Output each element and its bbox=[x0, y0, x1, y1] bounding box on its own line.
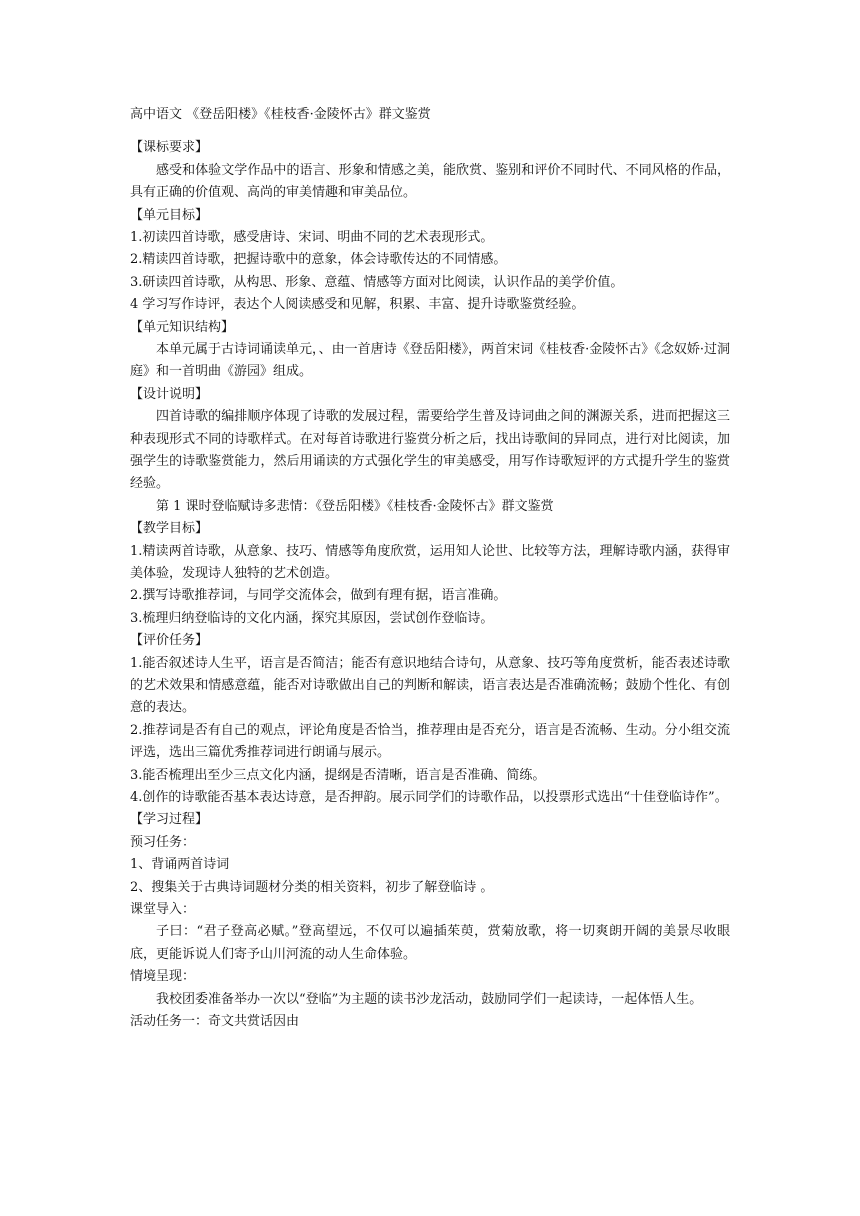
section-heading-evaluation: 【评价任务】 bbox=[130, 633, 209, 649]
evaluation-item: 3.能否梳理出至少三点文化内涵，提纲是否清晰，语言是否准确、简练。 bbox=[130, 767, 546, 783]
activity-task-one: 活动任务一：奇文共赏话因由 bbox=[130, 1013, 300, 1029]
section-heading-teaching-goals: 【教学目标】 bbox=[130, 521, 209, 537]
section-heading-curriculum: 【课标要求】 bbox=[130, 140, 209, 156]
document-body bbox=[130, 104, 730, 1033]
lesson-title: 第 1 课时登临赋诗多悲情：《登岳阳楼》《桂枝香·金陵怀古》群文鉴赏 bbox=[156, 498, 554, 514]
preview-task-item: 2、搜集关于古典诗词题材分类的相关资料，初步了解登临诗 。 bbox=[130, 879, 494, 895]
document-title: 高中语文 《登岳阳楼》《桂枝香·金陵怀古》群文鉴赏 bbox=[130, 107, 431, 122]
teaching-goal-item: 3.梳理归纳登临诗的文化内涵，探究其原因，尝试创作登临诗。 bbox=[130, 610, 494, 626]
evaluation-item: 4.创作的诗歌能否基本表达诗意，是否押韵。展示同学们的诗歌作品，以投票形式选出“十佳登临诗作”。 bbox=[130, 789, 728, 805]
evaluation-item: 1.能否叙述诗人生平，语言是否简洁；能否有意识地结合诗句，从意象、技巧等角度赏析，能否表述诗歌的艺术效果和情感意蕴，能否对诗歌做出自己的判断和解读，语言表达是否准确流畅；鼓励个性化、有创意的表达。 bbox=[130, 655, 730, 716]
teaching-goal-item: 1.精读两首诗歌，从意象、技巧、情感等角度欣赏，运用知人论世、比较等方法，理解诗歌内涵，获得审美体验，发现诗人独特的艺术创造。 bbox=[130, 543, 730, 581]
class-intro-text: 子曰：“君子登高必赋。”登高望远，不仅可以遍插茱萸，赏菊放歌，将一切爽朗开阔的美景尽收眼底，更能诉说人们寄予山川河流的动人生命体验。 bbox=[130, 924, 730, 962]
unit-goal-item: 3.研读四首诗歌，从构思、形象、意蕴、情感等方面对比阅读，认识作品的美学价值。 bbox=[130, 274, 624, 290]
unit-goal-item: 4 学习写作诗评，表达个人阅读感受和见解，积累、丰富、提升诗歌鉴赏经验。 bbox=[130, 297, 585, 313]
class-intro-label: 课堂导入： bbox=[130, 901, 196, 917]
scenario-text: 我校团委准备举办一次以“登临”为主题的读书沙龙活动，鼓励同学们一起读诗，一起体悟人生。 bbox=[156, 991, 703, 1007]
teaching-goal-item: 2.撰写诗歌推荐词，与同学交流体会，做到有理有据，语言准确。 bbox=[130, 588, 507, 604]
knowledge-structure-text: 本单元属于古诗词诵读单元，、由一首唐诗《登岳阳楼》，两首宋词《桂枝香·金陵怀古》《念奴娇·过洞庭》和一首明曲《游园》组成。 bbox=[130, 341, 730, 380]
unit-goal-item: 2.精读四首诗歌，把握诗歌中的意象，体会诗歌传达的不同情感。 bbox=[130, 252, 507, 268]
preview-task-item: 1、背诵两首诗词 bbox=[130, 857, 230, 873]
section-heading-unit-goals: 【单元目标】 bbox=[130, 207, 209, 223]
design-notes-text: 四首诗歌的编排顺序体现了诗歌的发展过程，需要给学生普及诗词曲之间的渊源关系，进而把握这三种表现形式不同的诗歌样式。在对每首诗歌进行鉴赏分析之后，找出诗歌间的异同点，进行对比阅读，加强学生的诗歌鉴赏能力，然后用诵读的方式强化学生的审美感受，用写作诗歌短评的方式提升学生的鉴赏经验。 bbox=[130, 409, 730, 492]
section-heading-knowledge-structure: 【单元知识结构】 bbox=[130, 319, 235, 335]
evaluation-item: 2.推荐词是否有自己的观点，评论角度是否恰当，推荐理由是否充分，语言是否流畅、生动。分小组交流评选，选出三篇优秀推荐词进行朗诵与展示。 bbox=[130, 722, 730, 761]
section-heading-design-notes: 【设计说明】 bbox=[130, 386, 209, 402]
section-heading-learning-process: 【学习过程】 bbox=[130, 812, 209, 828]
scenario-label: 情境呈现： bbox=[130, 969, 196, 985]
preview-task-label: 预习任务： bbox=[130, 834, 196, 850]
unit-goal-item: 1.初读四首诗歌，感受唐诗、宋词、明曲不同的艺术表现形式。 bbox=[130, 229, 494, 245]
curriculum-text: 感受和体验文学作品中的语言、形象和情感之美，能欣赏、鉴别和评价不同时代、不同风格的作品，具有正确的价值观、高尚的审美情趣和审美品位。 bbox=[130, 162, 730, 201]
